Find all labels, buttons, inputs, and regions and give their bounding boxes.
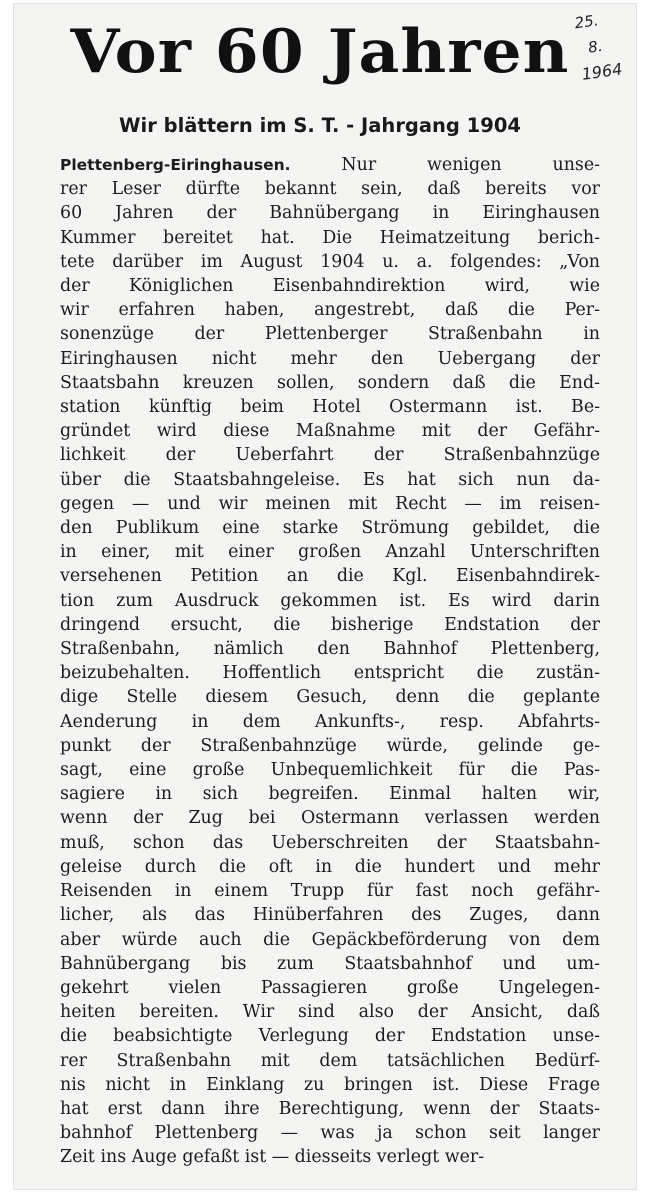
handwritten-date-note [573, 2, 643, 88]
article-line: Bahnübergang bis zum Staatsbahnhof und um- [60, 953, 600, 974]
article-line: rer Straßenbahn mit dem tatsächlichen Bedürf- [60, 1050, 600, 1071]
article-line: in einer, mit einer großen Anzahl Unterschriften [60, 542, 600, 563]
article-line [60, 153, 600, 177]
article-line: lichkeit der Ueberfahrt der Straßenbahnzüge [60, 445, 600, 466]
article-line: heiten bereiten. Wir sind also der Ansicht, daß [60, 1002, 600, 1023]
article-line: Reisenden in einem Trupp für fast noch gefähr- [60, 881, 600, 902]
article-line: Zeit ins Auge gefaßt ist — diesseits verlegt wer- [60, 1147, 485, 1168]
article-line: gegen — und wir meinen mit Recht — im reisen- [60, 493, 600, 514]
article-line: Straßenbahn, nämlich den Bahnhof Plettenberg, [60, 639, 600, 660]
article-line: nis nicht in Einklang zu bringen ist. Diese Frage [60, 1074, 600, 1095]
article-line: hat erst dann ihre Berechtigung, wenn der Staats- [60, 1098, 600, 1119]
article-line: Eiringhausen nicht mehr den Uebergang der [60, 348, 600, 369]
article-line: beizubehalten. Hoffentlich entspricht die zustän- [60, 663, 600, 684]
subtitle: Wir blättern im S. T. - Jahrgang 1904 [119, 114, 521, 137]
handwritten-note-day: 25. [573, 11, 600, 33]
handwritten-note-month: 8. [586, 36, 604, 57]
article-dateline: Plettenberg-Eiringhausen. [60, 156, 291, 174]
article-body [60, 153, 600, 1170]
article-line: bahnhof Plettenberg — was ja schon seit langer [60, 1123, 600, 1144]
article-line: die beabsichtigte Verlegung der Endstation unse- [60, 1026, 600, 1047]
article-line: wenn der Zug bei Ostermann verlassen werden [60, 808, 600, 829]
article-line: punkt der Straßenbahnzüge würde, gelinde ge- [60, 735, 600, 756]
article-line: muß, schon das Ueberschreiten der Staatsbahn- [60, 832, 600, 853]
article-line: gekehrt vielen Passagieren große Ungelegen- [60, 977, 600, 998]
article-line: dige Stelle diesem Gesuch, denn die geplante [60, 687, 600, 708]
article-line: wir erfahren haben, angestrebt, daß die Per- [60, 300, 600, 321]
article-line: der Königlichen Eisenbahndirektion wird, wie [60, 276, 600, 297]
article-line: rer Leser dürfte bekannt sein, daß bereits vor [60, 179, 600, 200]
article-line: versehenen Petition an die Kgl. Eisenbahndirek- [60, 566, 600, 587]
article-line: licher, als das Hinüberfahren des Zuges, dann [60, 905, 600, 926]
article-line: aber würde auch die Gepäckbeförderung von dem [60, 929, 600, 950]
article-line: sagt, eine große Unbequemlichkeit für die Pas- [60, 760, 600, 781]
article-line: tion zum Ausdruck gekommen ist. Es wird darin [60, 590, 600, 611]
article-line: über die Staatsbahngeleise. Es hat sich nun da- [60, 469, 600, 490]
article-line: dringend ersucht, die bisherige Endstation der [60, 614, 600, 635]
article-line: den Publikum eine starke Strömung gebildet, die [60, 518, 600, 539]
article-first-line-rest: Nur wenigen unse- [341, 155, 600, 175]
article-line: tete darüber im August 1904 u. a. folgendes: „Von [60, 251, 600, 272]
article-line: station künftig beim Hotel Ostermann ist. Be- [60, 397, 600, 418]
article-line: 60 Jahren der Bahnübergang in Eiringhausen [60, 203, 600, 224]
article-line: geleise durch die oft in die hundert und mehr [60, 856, 600, 877]
article-line: gründet wird diese Maßnahme mit der Gefähr- [60, 421, 600, 442]
headline: Vor 60 Jahren [70, 17, 570, 87]
article-line: Staatsbahn kreuzen sollen, sondern daß die End- [60, 372, 600, 393]
handwritten-note-year: 1964 [580, 59, 624, 84]
article-line: Aenderung in dem Ankunfts-, resp. Abfahrts- [60, 711, 600, 732]
article-line: sonenzüge der Plettenberger Straßenbahn in [60, 324, 600, 345]
article-line: Kummer bereitet hat. Die Heimatzeitung berich- [60, 227, 600, 248]
article-line: sagiere in sich begreifen. Einmal halten wir, [60, 784, 600, 805]
